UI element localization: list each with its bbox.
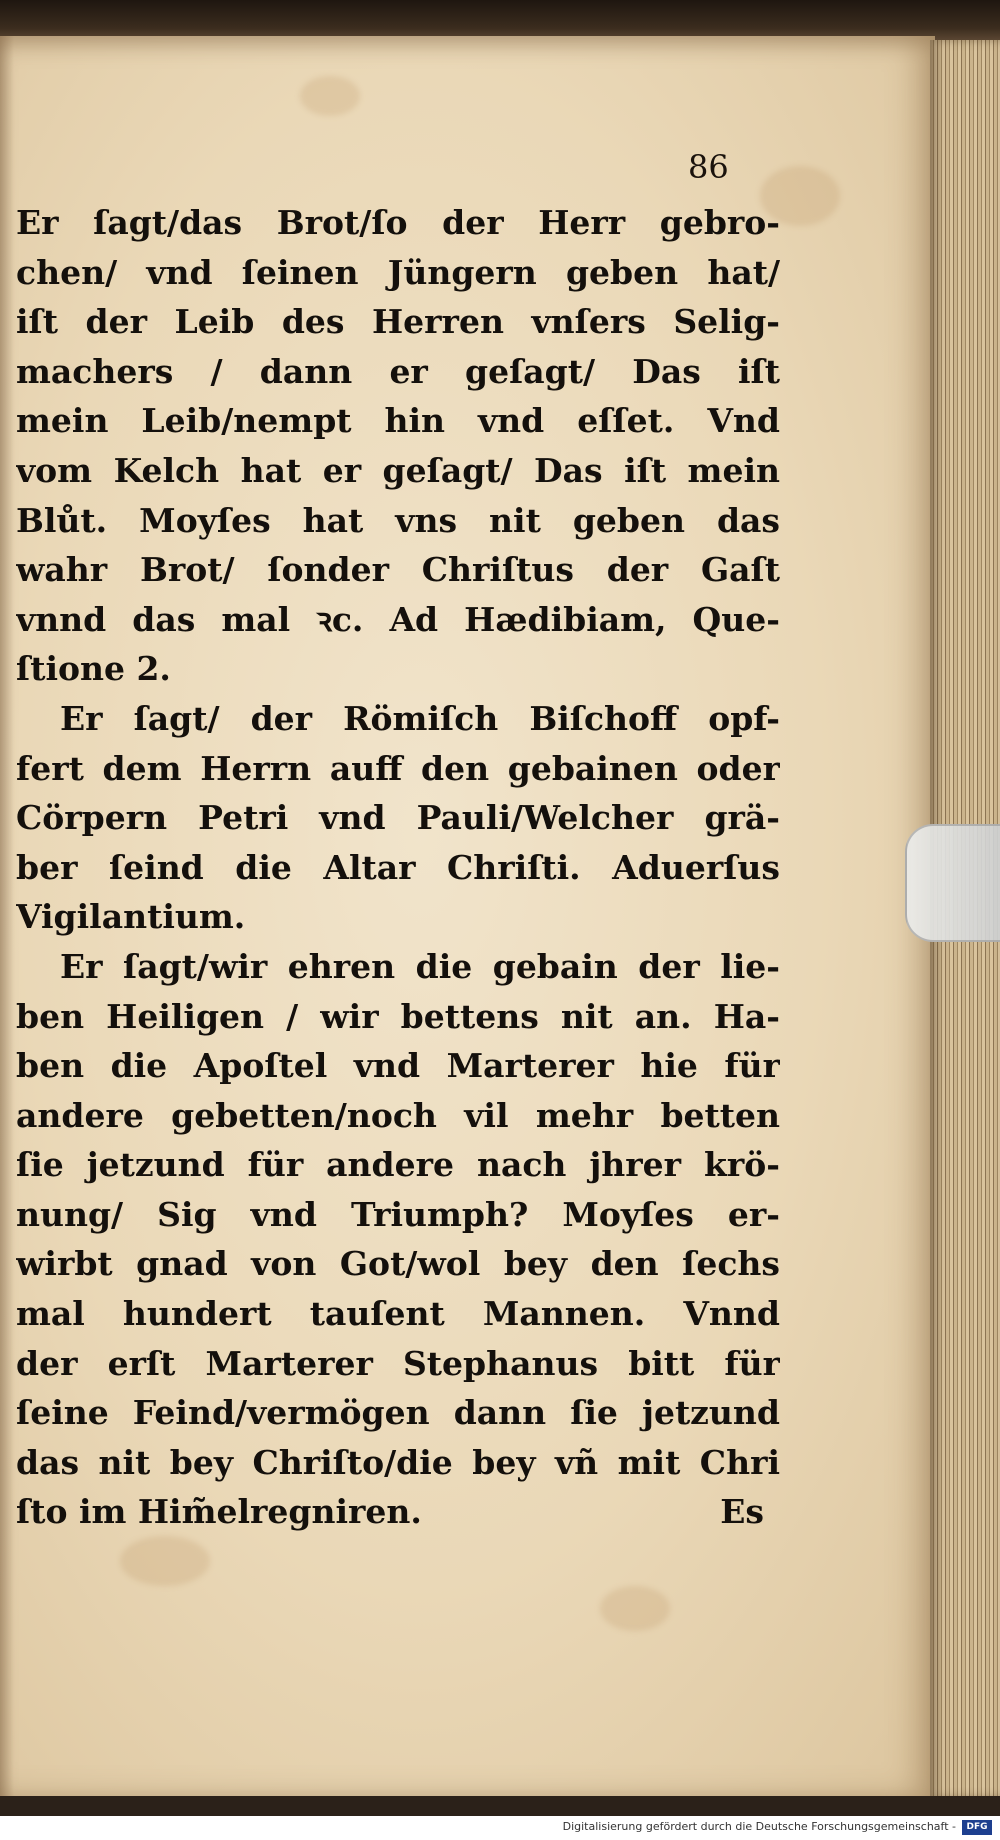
text-line: Blůt. Moyſes hat vns nit geben das: [16, 500, 780, 540]
paper-stain: [300, 76, 360, 116]
text-line: Er ſagt/wir ehren die gebain der lie-: [60, 946, 780, 986]
page-clip: [905, 824, 1000, 942]
text-line: der erſt Marterer Stephanus bitt für: [16, 1343, 780, 1383]
text-line: ſtione 2.: [16, 649, 171, 689]
text-line: wahr Brot/ ſonder Chriſtus der Gaſt: [16, 550, 780, 590]
text-line: chen/ vnd ſeinen Jüngern geben hat/: [16, 252, 780, 292]
text-line: ſeine Feind/vermögen dann ſie jetzund: [16, 1393, 780, 1433]
paper-stain: [600, 1586, 670, 1631]
text-line: vnnd das mal ꝛc. Ad Hædibiam, Que-: [16, 599, 780, 639]
text-line: iſt der Leib des Herren vnſers Selig-: [16, 302, 780, 342]
text-line: vom Kelch hat er geſagt/ Das iſt mein: [16, 450, 780, 490]
text-line: ſie jetzund für andere nach jhrer krö-: [16, 1145, 780, 1185]
catchword: Es: [720, 1492, 764, 1532]
text-line: Vigilantium.: [16, 897, 246, 937]
page-gutter-shadow: [0, 36, 14, 1798]
text-line: mein Leib/nempt hin vnd eſſet. Vnd: [16, 401, 780, 441]
text-line: nung/ Sig vnd Triumph? Moyſes er-: [16, 1194, 780, 1234]
text-line: wirbt gnad von Got/wol bey den ſechs: [16, 1244, 780, 1284]
body-text: [16, 198, 780, 1537]
text-line: Er ſagt/das Brot/ſo der Herr gebro-: [16, 203, 780, 242]
text-line: ben die Apoſtel vnd Marterer hie für: [16, 1046, 780, 1086]
last-line: [16, 1487, 764, 1537]
text-line: fert dem Herrn auff den gebainen oder: [16, 748, 780, 788]
text-line: Cörpern Petri vnd Pauli/Welcher grä-: [16, 798, 780, 838]
text-line: machers / dann er geſagt/ Das iſt: [16, 351, 780, 391]
text-line: Er ſagt/ der Römiſch Biſchoff opf-: [60, 698, 780, 738]
text-line: andere gebetten/noch vil mehr betten: [16, 1095, 780, 1135]
paper-stain: [120, 1536, 210, 1586]
text-line: mal hundert tauſent Mannen. Vnnd: [16, 1294, 780, 1334]
dfg-logo-badge: DFG: [962, 1820, 992, 1835]
text-line: ben Heiligen / wir bettens nit an. Ha-: [16, 996, 780, 1036]
scanner-top-edge: [0, 0, 1000, 40]
scanner-bottom-edge: [0, 1796, 1000, 1816]
text-line: ſto im Him̃elregniren.: [16, 1492, 422, 1532]
text-line: ber ſeind die Altar Chriſti. Aduerſus: [16, 847, 780, 887]
page-number: 86: [688, 148, 729, 186]
text-line: das nit bey Chriſto/die bey vñ mit Chri: [16, 1442, 780, 1482]
digitization-credit: Digitalisierung gefördert durch die Deutsche Forschungsgemeinschaft -: [562, 1820, 956, 1833]
